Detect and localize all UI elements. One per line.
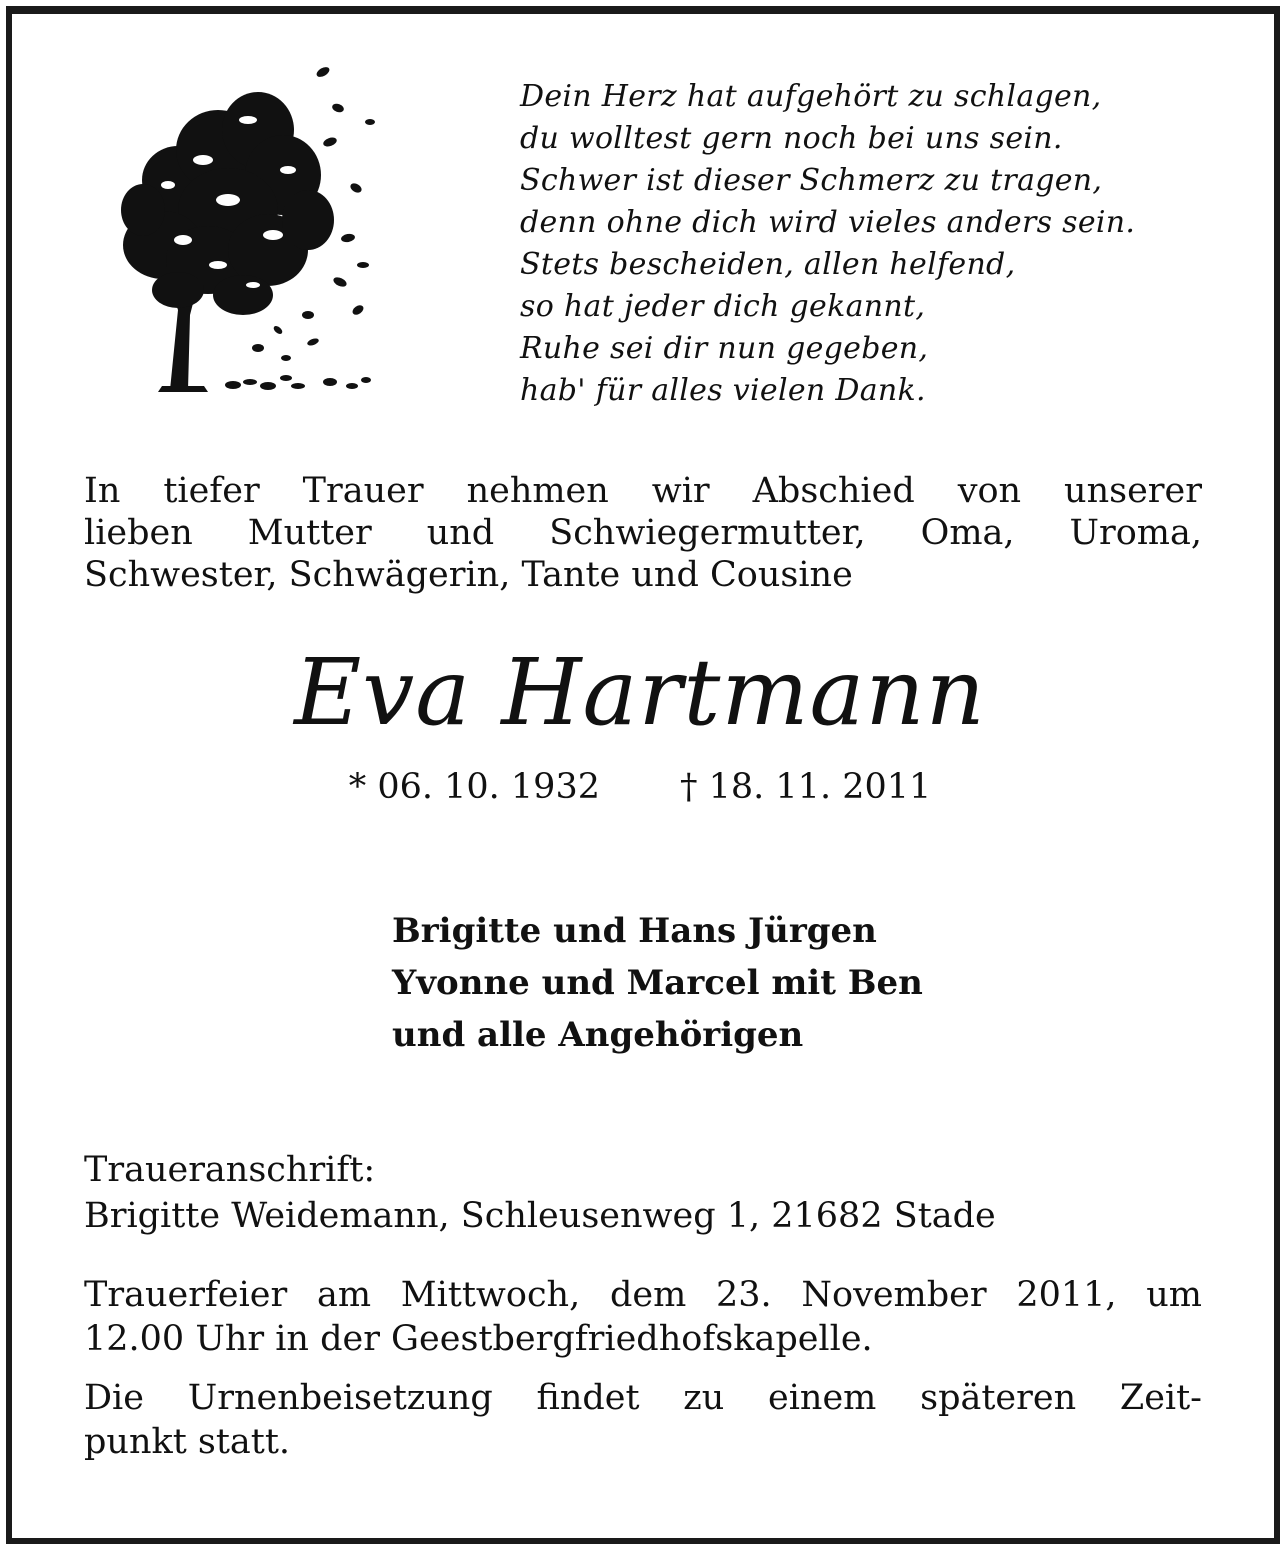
intro-text — [84, 470, 1202, 596]
mourners — [392, 905, 1152, 1061]
poem-line: Dein Herz hat aufgehört zu schlagen, — [520, 79, 1102, 114]
burial-info — [84, 1376, 1202, 1464]
poem — [520, 76, 1220, 412]
mourner-line: Yvonne und Marcel mit Ben — [392, 963, 923, 1003]
intro-line: In tiefer Trauer nehmen wir Abschied von unserer — [84, 471, 1202, 511]
intro-line: Schwester, Schwägerin, Tante und Cousine — [84, 555, 853, 595]
death-date: † 18. 11. 2011 — [680, 767, 932, 807]
poem-line: Stets bescheiden, allen helfend, — [520, 247, 1016, 282]
poem-line: Ruhe sei dir nun gegeben, — [520, 331, 929, 366]
deceased-name: Eva Hartmann — [294, 639, 986, 746]
tree-icon — [108, 60, 378, 400]
ceremony-line: Trauerfeier am Mittwoch, dem 23. November 2011, um — [84, 1275, 1202, 1315]
mourning-address — [84, 1147, 1202, 1239]
ceremony-line: 12.00 Uhr in der Geestbergfriedhofskapelle. — [84, 1319, 873, 1359]
poem-line: Schwer ist dieser Schmerz zu tragen, — [520, 163, 1103, 198]
mourner-line: Brigitte und Hans Jürgen — [392, 911, 877, 951]
poem-line: so hat jeder dich gekannt, — [520, 289, 926, 324]
address-label: Traueranschrift: — [84, 1150, 376, 1190]
life-dates — [0, 765, 1280, 809]
address-value: Brigitte Weidemann, Schleusenweg 1, 21682 Stade — [84, 1196, 996, 1236]
burial-line: Die Urnenbeisetzung findet zu einem späteren Zeit- — [84, 1378, 1202, 1418]
birth-date: * 06. 10. 1932 — [348, 767, 600, 807]
poem-line: hab' für alles vielen Dank. — [520, 373, 926, 408]
poem-line: denn ohne dich wird vieles anders sein. — [520, 205, 1136, 240]
poem-line: du wolltest gern noch bei uns sein. — [520, 121, 1063, 156]
mourner-line: und alle Angehörigen — [392, 1015, 804, 1055]
intro-line: lieben Mutter und Schwiegermutter, Oma, Uroma, — [84, 513, 1202, 553]
burial-line: punkt statt. — [84, 1422, 291, 1462]
ceremony-info — [84, 1273, 1202, 1361]
